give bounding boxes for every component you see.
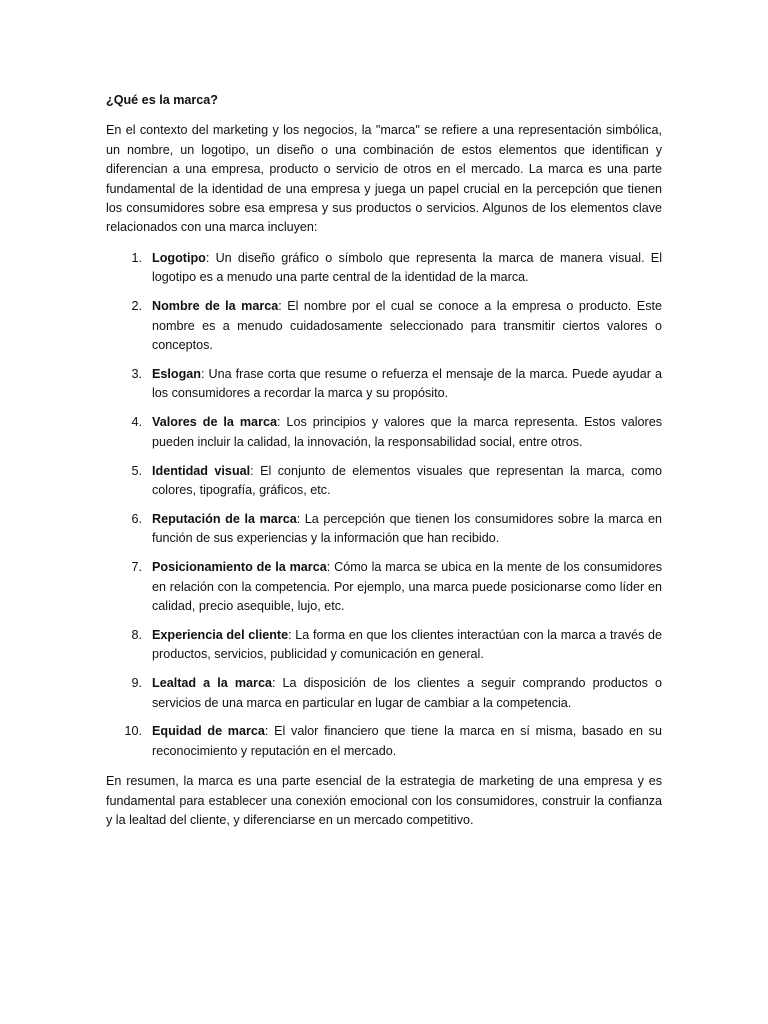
list-item-number: 10. — [124, 724, 142, 739]
list-item-term: Eslogan — [152, 366, 201, 381]
list-item-term: Reputación de la marca — [152, 511, 297, 526]
list-item — [106, 413, 662, 452]
list-item-term: Identidad visual — [152, 463, 251, 478]
list-item-description: : El valor financiero que tiene la marca en sí misma, basado en su reconocimiento y reputación en el mercado. — [152, 724, 662, 758]
list-item-number: 3. — [131, 366, 142, 381]
list-item-text — [152, 462, 662, 501]
list-item-number: 7. — [131, 560, 142, 575]
list-item-term: Experiencia del cliente — [152, 627, 289, 642]
list-item-description: : Cómo la marca se ubica en la mente de los consumidores en relación con la competencia. Por ejemplo, una marca puede posicionarse como líder en calidad, precio asequible, lujo, etc. — [152, 560, 662, 613]
list-item-text — [152, 674, 662, 713]
list-item-description: : El conjunto de elementos visuales que representan la marca, como colores, tipografía, gráficos, etc. — [152, 463, 662, 497]
list-item-number: 6. — [131, 511, 142, 526]
list-item-text — [152, 722, 662, 761]
list-item — [106, 365, 662, 404]
list-item-text — [152, 249, 662, 288]
list-item — [106, 249, 662, 288]
document-body — [106, 91, 662, 842]
list-item-term: Equidad de marca — [152, 724, 265, 739]
list-item-term: Lealtad a la marca — [152, 676, 272, 691]
list-item-term: Posicionamiento de la marca — [152, 560, 327, 575]
elements-list — [106, 249, 662, 761]
list-item — [106, 510, 662, 549]
page-title: ¿Qué es la marca? — [106, 93, 218, 107]
list-item — [106, 626, 662, 665]
list-item-description: : Los principios y valores que la marca representa. Estos valores pueden incluir la calidad, la innovación, la responsabilidad social, entre otros. — [152, 415, 662, 449]
list-item-number: 1. — [131, 250, 142, 265]
list-item — [106, 722, 662, 761]
list-item-description: : Una frase corta que resume o refuerza el mensaje de la marca. Puede ayudar a los consumidores a recordar la marca y su propósito. — [152, 366, 662, 401]
list-item-text — [152, 413, 662, 452]
list-item-term: Valores de la marca — [152, 415, 277, 430]
list-item — [106, 674, 662, 713]
list-item-term: Nombre de la marca — [152, 299, 279, 314]
list-item-description: : El nombre por el cual se conoce a la empresa o producto. Este nombre es a menudo cuidadosamente seleccionado para transmitir ciertos valores o conceptos. — [152, 299, 662, 352]
list-item-text — [152, 626, 662, 665]
intro-paragraph: En el contexto del marketing y los negocios, la "marca" se refiere a una representación simbólica, un nombre, un logotipo, un diseño o una combinación de estos elementos que identifican y diferencian a una empresa, producto o servicio de otros en el mercado. La marca es una parte fundamental de la identidad de una empresa y juega un papel crucial en la percepción que tienen los consumidores sobre esa empresa y sus productos o servicios. Algunos de los elementos clave relacionados con una marca incluyen: — [106, 123, 662, 235]
list-item-number: 4. — [131, 415, 142, 430]
list-item-number: 5. — [131, 463, 142, 478]
list-item-term: Logotipo — [152, 250, 206, 265]
list-item-text — [152, 558, 662, 616]
conclusion-paragraph: En resumen, la marca es una parte esencial de la estrategia de marketing de una empresa y es fundamental para establecer una conexión emocional con los consumidores, construir la confianza y la lealtad del cliente, y diferenciarse en un mercado competitivo. — [106, 774, 662, 828]
list-item — [106, 558, 662, 616]
list-item-text — [152, 365, 662, 404]
list-item-description: : Un diseño gráfico o símbolo que representa la marca de manera visual. El logotipo es a menudo una parte central de la identidad de la marca. — [152, 250, 662, 285]
list-item-text — [152, 510, 662, 549]
list-item-number: 2. — [131, 299, 142, 314]
list-item-description: : La forma en que los clientes interactúan con la marca a través de productos, servicios, publicidad y comunicación en general. — [152, 627, 663, 662]
list-item-description: : La percepción que tienen los consumidores sobre la marca en función de sus experiencias y la información que han recibido. — [152, 511, 662, 546]
list-item-number: 8. — [131, 627, 142, 642]
list-item-text — [152, 297, 662, 355]
list-item-number: 9. — [131, 676, 142, 691]
list-item — [106, 462, 662, 501]
list-item — [106, 297, 662, 355]
list-item-description: : La disposición de los clientes a seguir comprando productos o servicios de una marca en particular en lugar de cambiar a la competencia. — [152, 676, 662, 710]
